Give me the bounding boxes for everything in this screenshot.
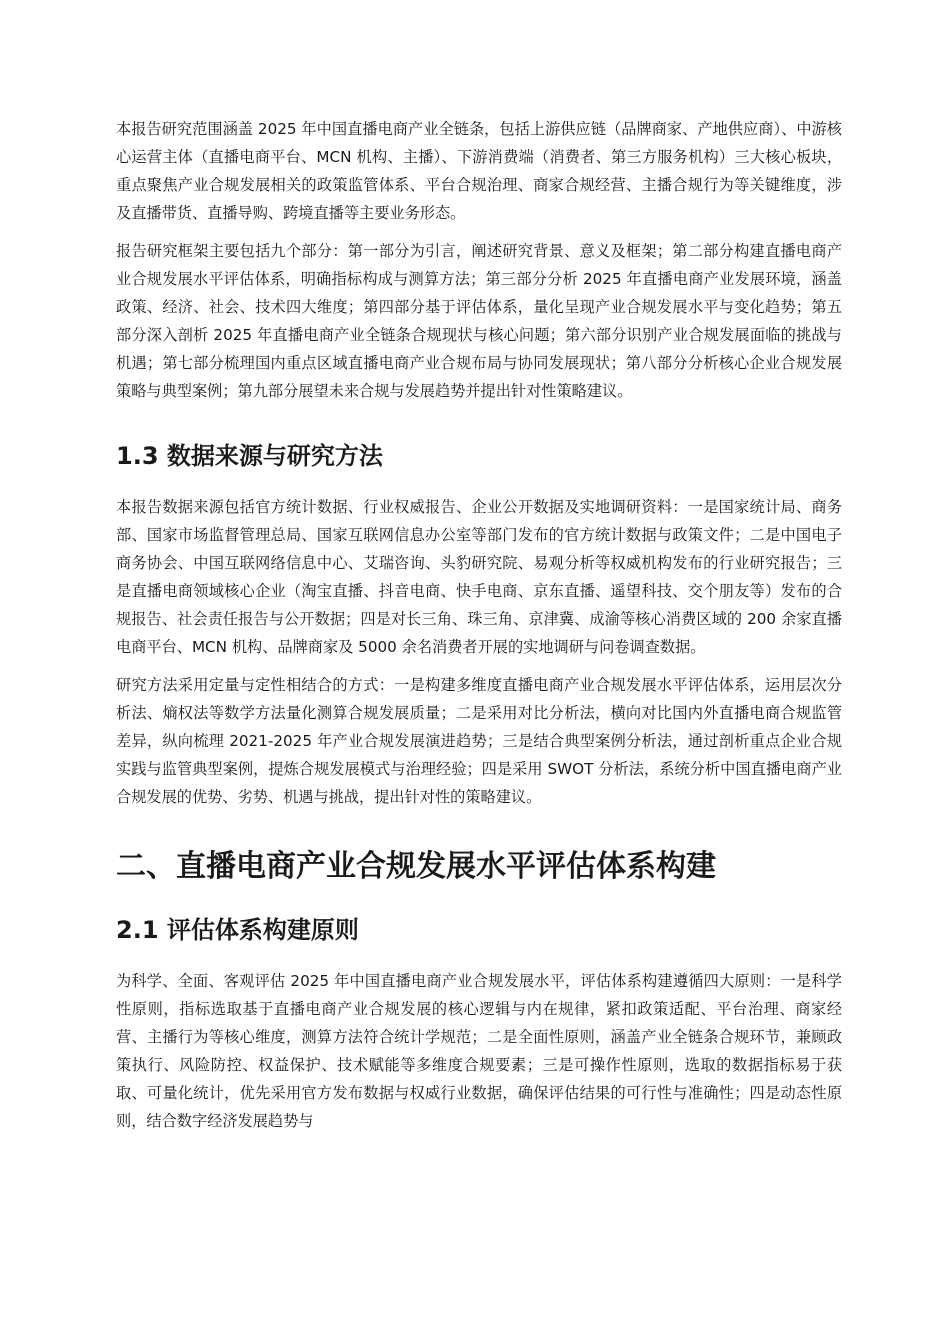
paragraph-research-framework: 报告研究框架主要包括九个部分：第一部分为引言，阐述研究背景、意义及框架；第二部分构建直播电商产业合规发展水平评估体系，明确指标构成与测算方法；第三部分分析 2025 年直播电商产业发展环境，涵盖政策、经济、社会、技术四大维度；第四部分基于评估体系，量化呈现产业合规发展水平与变化趋势；第五部分深入剖析 2025 年直播电商产业全链条合规现状与核心问题；第六部分识别产业合规发展面临的挑战与机遇；第七部分梳理国内重点区域直播电商产业合规布局与协同发展现状；第八部分分析核心企业合规发展策略与典型案例；第九部分展望未来合规与发展趋势并提出针对性策略建议。 <box>116 242 842 400</box>
document-page <box>116 115 842 1145</box>
heading-section-2-1: 2.1 评估体系构建原则 <box>116 916 359 944</box>
heading-chapter-2: 二、直播电商产业合规发展水平评估体系构建 <box>116 849 716 884</box>
heading-section-1-3: 1.3 数据来源与研究方法 <box>116 442 383 470</box>
paragraph-data-sources: 本报告数据来源包括官方统计数据、行业权威报告、企业公开数据及实地调研资料：一是国家统计局、商务部、国家市场监督管理总局、国家互联网信息办公室等部门发布的官方统计数据与政策文件；二是中国电子商务协会、中国互联网络信息中心、艾瑞咨询、头豹研究院、易观分析等权威机构发布的行业研究报告；三是直播电商领域核心企业（淘宝直播、抖音电商、快手电商、京东直播、遥望科技、交个朋友等）发布的合规报告、社会责任报告与公开数据；四是对长三角、珠三角、京津冀、成渝等核心消费区域的 200 余家直播电商平台、MCN 机构、品牌商家及 5000 余名消费者开展的实地调研与问卷调查数据。 <box>116 498 842 656</box>
paragraph-research-methods: 研究方法采用定量与定性相结合的方式：一是构建多维度直播电商产业合规发展水平评估体系，运用层次分析法、熵权法等数学方法量化测算合规发展质量；二是采用对比分析法，横向对比国内外直播电商合规监管差异，纵向梳理 2021-2025 年产业合规发展演进趋势；三是结合典型案例分析法，通过剖析重点企业合规实践与监管典型案例，提炼合规发展模式与治理经验；四是采用 SWOT 分析法，系统分析中国直播电商产业合规发展的优势、劣势、机遇与挑战，提出针对性的策略建议。 <box>116 676 842 806</box>
paragraph-research-scope: 本报告研究范围涵盖 2025 年中国直播电商产业全链条，包括上游供应链（品牌商家、产地供应商）、中游核心运营主体（直播电商平台、MCN 机构、主播）、下游消费端（消费者、第三方服务机构）三大核心板块，重点聚焦产业合规发展相关的政策监管体系、平台合规治理、商家合规经营、主播合规行为等关键维度，涉及直播带货、直播导购、跨境直播等主要业务形态。 <box>116 120 842 222</box>
paragraph-evaluation-principles: 为科学、全面、客观评估 2025 年中国直播电商产业合规发展水平，评估体系构建遵循四大原则：一是科学性原则，指标选取基于直播电商产业合规发展的核心逻辑与内在规律，紧扣政策适配、平台治理、商家经营、主播行为等核心维度，测算方法符合统计学规范；二是全面性原则，涵盖产业全链条合规环节，兼顾政策执行、风险防控、权益保护、技术赋能等多维度合规要素；三是可操作性原则，选取的数据指标易于获取、可量化统计，优先采用官方发布数据与权威行业数据，确保评估结果的可行性与准确性；四是动态性原则，结合数字经济发展趋势与 <box>116 972 842 1130</box>
